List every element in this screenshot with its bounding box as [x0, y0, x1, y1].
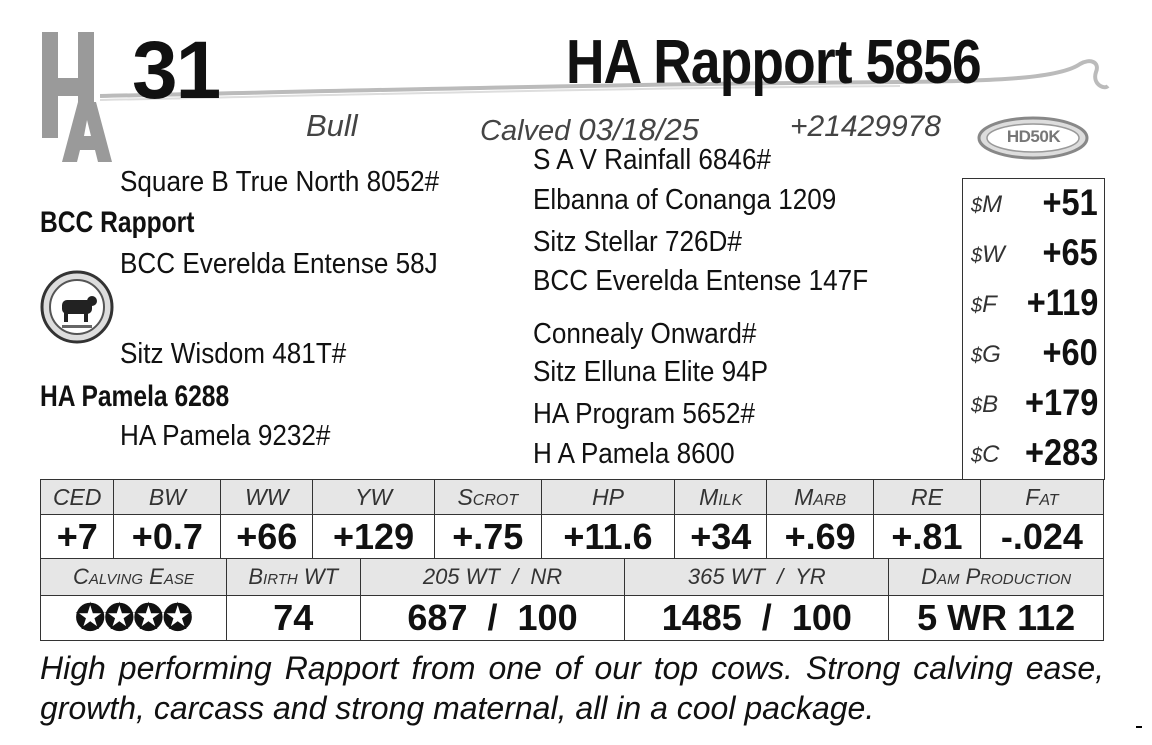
epd-header: BW	[114, 480, 221, 515]
wt365-value: 1485 / 100	[625, 596, 889, 641]
dollar-value: +51	[1042, 182, 1098, 223]
sire-sire-sire: S A V Rainfall 6846#	[533, 144, 771, 176]
epd-header-row	[41, 480, 1104, 515]
dollar-row: $C +283	[971, 432, 1098, 473]
calving-ease-stars	[41, 596, 227, 641]
epd-header: RE	[874, 480, 981, 515]
sire-dam-dam: BCC Everelda Entense 147F	[533, 265, 869, 297]
epd-header: Scrot	[434, 480, 541, 515]
dam-production-header: Dam Production	[889, 559, 1104, 596]
dollar-value: +179	[1024, 382, 1098, 423]
dollar-value: +119	[1026, 282, 1098, 323]
birth-wt-header: Birth WT	[226, 559, 360, 596]
dam-dam-sire: HA Program 5652#	[533, 398, 755, 430]
calving-ease-header: Calving Ease	[41, 559, 227, 596]
dam-sire-dam: Sitz Elluna Elite 94P	[533, 356, 769, 388]
dam-production-value: 5 WR 112	[889, 596, 1104, 641]
epd-value: +.81	[874, 515, 981, 559]
epd-header: HP	[541, 480, 675, 515]
epd-header: WW	[221, 480, 313, 515]
dollar-value: +65	[1042, 232, 1098, 273]
epd-value: +129	[313, 515, 435, 559]
dam-sire: Sitz Wisdom 481T#	[120, 338, 347, 370]
epd-table	[40, 479, 1104, 559]
description: High performing Rapport from one of our top cows. Strong calving ease, growth, carcass and strong maternal, all in a cool package.	[40, 650, 1104, 726]
hd50k-text: HD50K	[1006, 127, 1061, 146]
sire: BCC Rapport	[40, 206, 195, 239]
star-icon: ✪	[133, 597, 163, 638]
animal-name: HA Rapport 5856	[566, 28, 981, 97]
epd-value: +.75	[434, 515, 541, 559]
epd-value: -.024	[980, 515, 1103, 559]
wt205-header: 205 WT / NR	[360, 559, 625, 596]
dollar-row: $G +60	[971, 332, 1098, 373]
dollar-row: $F +119	[971, 282, 1098, 323]
dollar-row: $M +51	[971, 182, 1098, 223]
epd-value: +.69	[767, 515, 874, 559]
epd-value: +0.7	[114, 515, 221, 559]
dollar-value: +60	[1042, 332, 1098, 373]
epd-header: CED	[41, 480, 114, 515]
performance-header-row	[41, 559, 1104, 596]
association-seal-icon	[40, 270, 114, 344]
epd-header: Milk	[675, 480, 767, 515]
hd50k-badge	[977, 116, 1090, 160]
epd-value: +7	[41, 515, 114, 559]
epd-value: +11.6	[541, 515, 675, 559]
sex-label: Bull	[306, 108, 358, 143]
calved-date: Calved 03/18/25	[480, 112, 700, 147]
dollar-value: +283	[1024, 432, 1098, 473]
epd-value-row	[41, 515, 1104, 559]
dollar-row: $W +65	[971, 232, 1098, 273]
sire-sire-dam: Elbanna of Conanga 1209	[533, 184, 837, 216]
epd-value: +34	[675, 515, 767, 559]
performance-table	[40, 558, 1104, 641]
sire-sire: Square B True North 8052#	[120, 166, 440, 198]
lot-number: 31	[132, 25, 220, 116]
dollar-index-box	[962, 178, 1105, 480]
star-icon: ✪	[162, 597, 192, 638]
epd-header: Fat	[980, 480, 1103, 515]
dam: HA Pamela 6288	[40, 380, 230, 413]
wt365-header: 365 WT / YR	[625, 559, 889, 596]
star-icon: ✪	[75, 597, 105, 638]
sire-dam: BCC Everelda Entense 58J	[120, 248, 438, 280]
epd-value: +66	[221, 515, 313, 559]
dam-sire-sire: Connealy Onward#	[533, 318, 757, 350]
birth-wt-value: 74	[226, 596, 360, 641]
epd-header: Marb	[767, 480, 874, 515]
sire-dam-sire: Sitz Stellar 726D#	[533, 226, 742, 258]
epd-header: YW	[313, 480, 435, 515]
performance-value-row	[41, 596, 1104, 641]
registration-number: +21429978	[790, 110, 941, 143]
corner-mark	[1136, 726, 1142, 728]
star-icon: ✪	[104, 597, 134, 638]
dollar-row: $B +179	[971, 382, 1098, 423]
dam-dam: HA Pamela 9232#	[120, 420, 331, 452]
wt205-value: 687 / 100	[360, 596, 625, 641]
dam-dam-dam: H A Pamela 8600	[533, 438, 735, 470]
